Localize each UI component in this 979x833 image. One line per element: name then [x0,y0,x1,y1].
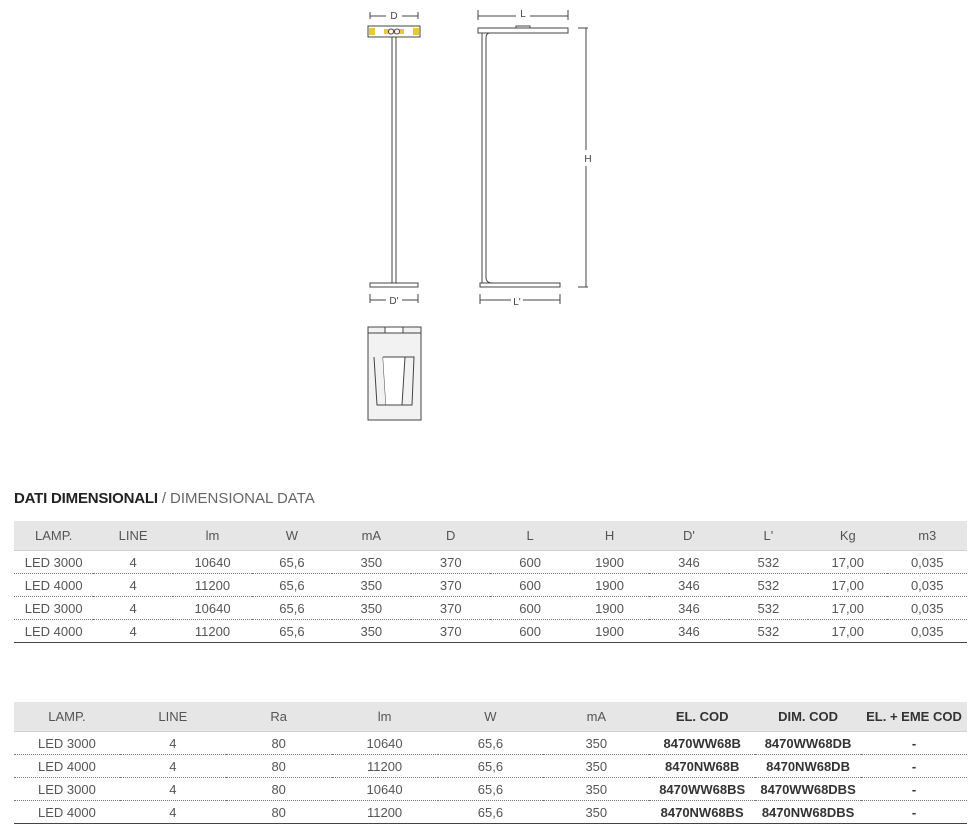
table-cell: 8470NW68DB [755,755,861,778]
front-view-drawing [368,12,420,303]
table-row [14,801,967,824]
table-row [14,574,967,597]
table-cell: 0,035 [887,620,967,643]
table-cell: LED 4000 [14,574,93,597]
table-cell: 65,6 [438,778,544,801]
table-cell: 10640 [173,551,252,574]
column-header: EL. COD [649,702,755,732]
table-cell: LED 3000 [14,597,93,620]
table-row [14,778,967,801]
table-cell: 80 [226,801,332,824]
table-cell: 4 [93,620,172,643]
table-cell: 17,00 [808,574,887,597]
column-header: lm [332,702,438,732]
table-cell: - [861,778,967,801]
table-cell: 10640 [332,778,438,801]
table-cell: 600 [490,597,569,620]
table-cell: 350 [332,574,411,597]
column-header: LAMP. [14,521,93,551]
table-cell: 8470WW68BS [649,778,755,801]
table-cell: 1900 [570,574,649,597]
column-header: EL. + EME COD [861,702,967,732]
plan-view-drawing [368,327,421,420]
table-cell: 370 [411,620,490,643]
table-cell: - [861,801,967,824]
column-header: mA [332,521,411,551]
dim-label-l: L [520,9,526,20]
table-cell: 80 [226,732,332,755]
table-cell: 10640 [332,732,438,755]
column-header: H [570,521,649,551]
table-cell: 65,6 [252,597,331,620]
dim-label-d-prime: D' [389,296,399,307]
table-cell: 350 [332,551,411,574]
column-header: LINE [120,702,226,732]
table-cell: 4 [120,778,226,801]
table-cell: LED 4000 [14,801,120,824]
column-header: L [490,521,569,551]
dimensional-data-table [14,521,967,643]
table-cell: 1900 [570,551,649,574]
table-cell: 4 [120,755,226,778]
table-cell: 346 [649,597,728,620]
table-cell: 8470WW68DBS [755,778,861,801]
table-cell: 8470NW68DBS [755,801,861,824]
column-header: D [411,521,490,551]
table-cell: 11200 [173,620,252,643]
column-header: Ra [226,702,332,732]
section-title-separator: / [161,490,166,507]
table-cell: 532 [729,597,808,620]
column-header: Kg [808,521,887,551]
table-cell: 65,6 [252,574,331,597]
table-cell: 8470NW68B [649,755,755,778]
section-title-italian: DATI DIMENSIONALI [14,490,158,507]
table-cell: LED 3000 [14,732,120,755]
column-header: W [252,521,331,551]
column-header: D' [649,521,728,551]
table-cell: 346 [649,574,728,597]
table-cell: 532 [729,574,808,597]
table-cell: 0,035 [887,574,967,597]
column-header: mA [543,702,649,732]
table-cell: 4 [120,732,226,755]
table-cell: 8470WW68B [649,732,755,755]
table-cell: 10640 [173,597,252,620]
table-cell: 532 [729,551,808,574]
table-cell: 8470WW68DB [755,732,861,755]
table-cell: LED 3000 [14,551,93,574]
table-cell: 532 [729,620,808,643]
table-cell: 370 [411,597,490,620]
table-cell: 80 [226,778,332,801]
column-header: W [438,702,544,732]
table-cell: 0,035 [887,597,967,620]
table-cell: 65,6 [438,755,544,778]
table-cell: 600 [490,620,569,643]
table-cell: 17,00 [808,597,887,620]
table-cell: 600 [490,551,569,574]
table-cell: 346 [649,620,728,643]
table-cell: 65,6 [252,551,331,574]
table-cell: 4 [120,801,226,824]
table-cell: 17,00 [808,551,887,574]
table-row [14,551,967,574]
table-cell: - [861,755,967,778]
column-header: LINE [93,521,172,551]
section-title-english: DIMENSIONAL DATA [170,490,315,507]
table-cell: 1900 [570,620,649,643]
table-cell: 370 [411,551,490,574]
dim-label-d: D [390,11,398,22]
table-cell: LED 4000 [14,755,120,778]
table-cell: 11200 [173,574,252,597]
dim-label-h: H [584,154,592,165]
table-row [14,620,967,643]
column-header: LAMP. [14,702,120,732]
column-header: DIM. COD [755,702,861,732]
table-cell: 65,6 [438,801,544,824]
table-cell: 8470NW68BS [649,801,755,824]
table-cell: 0,035 [887,551,967,574]
table-cell: - [861,732,967,755]
table-cell: 350 [543,778,649,801]
table-row [14,755,967,778]
table-cell: LED 3000 [14,778,120,801]
table-cell: 65,6 [438,732,544,755]
table-cell: 11200 [332,755,438,778]
table-cell: LED 4000 [14,620,93,643]
table-cell: 1900 [570,597,649,620]
section-title [14,490,315,507]
table-row [14,597,967,620]
column-header: L' [729,521,808,551]
side-view-drawing [478,10,588,304]
table-cell: 4 [93,574,172,597]
table-header-row [14,521,967,551]
table-cell: 346 [649,551,728,574]
table-header-row [14,702,967,732]
column-header: lm [173,521,252,551]
table-cell: 17,00 [808,620,887,643]
table-cell: 65,6 [252,620,331,643]
table-cell: 80 [226,755,332,778]
table-cell: 11200 [332,801,438,824]
table-row [14,732,967,755]
table-cell: 350 [332,620,411,643]
table-cell: 4 [93,597,172,620]
dim-label-l-prime: L' [513,297,521,308]
table-cell: 370 [411,574,490,597]
table-cell: 350 [543,755,649,778]
table-cell: 350 [332,597,411,620]
table-cell: 350 [543,732,649,755]
product-codes-table [14,702,967,824]
table-cell: 600 [490,574,569,597]
column-header: m3 [887,521,967,551]
table-cell: 350 [543,801,649,824]
table-cell: 4 [93,551,172,574]
